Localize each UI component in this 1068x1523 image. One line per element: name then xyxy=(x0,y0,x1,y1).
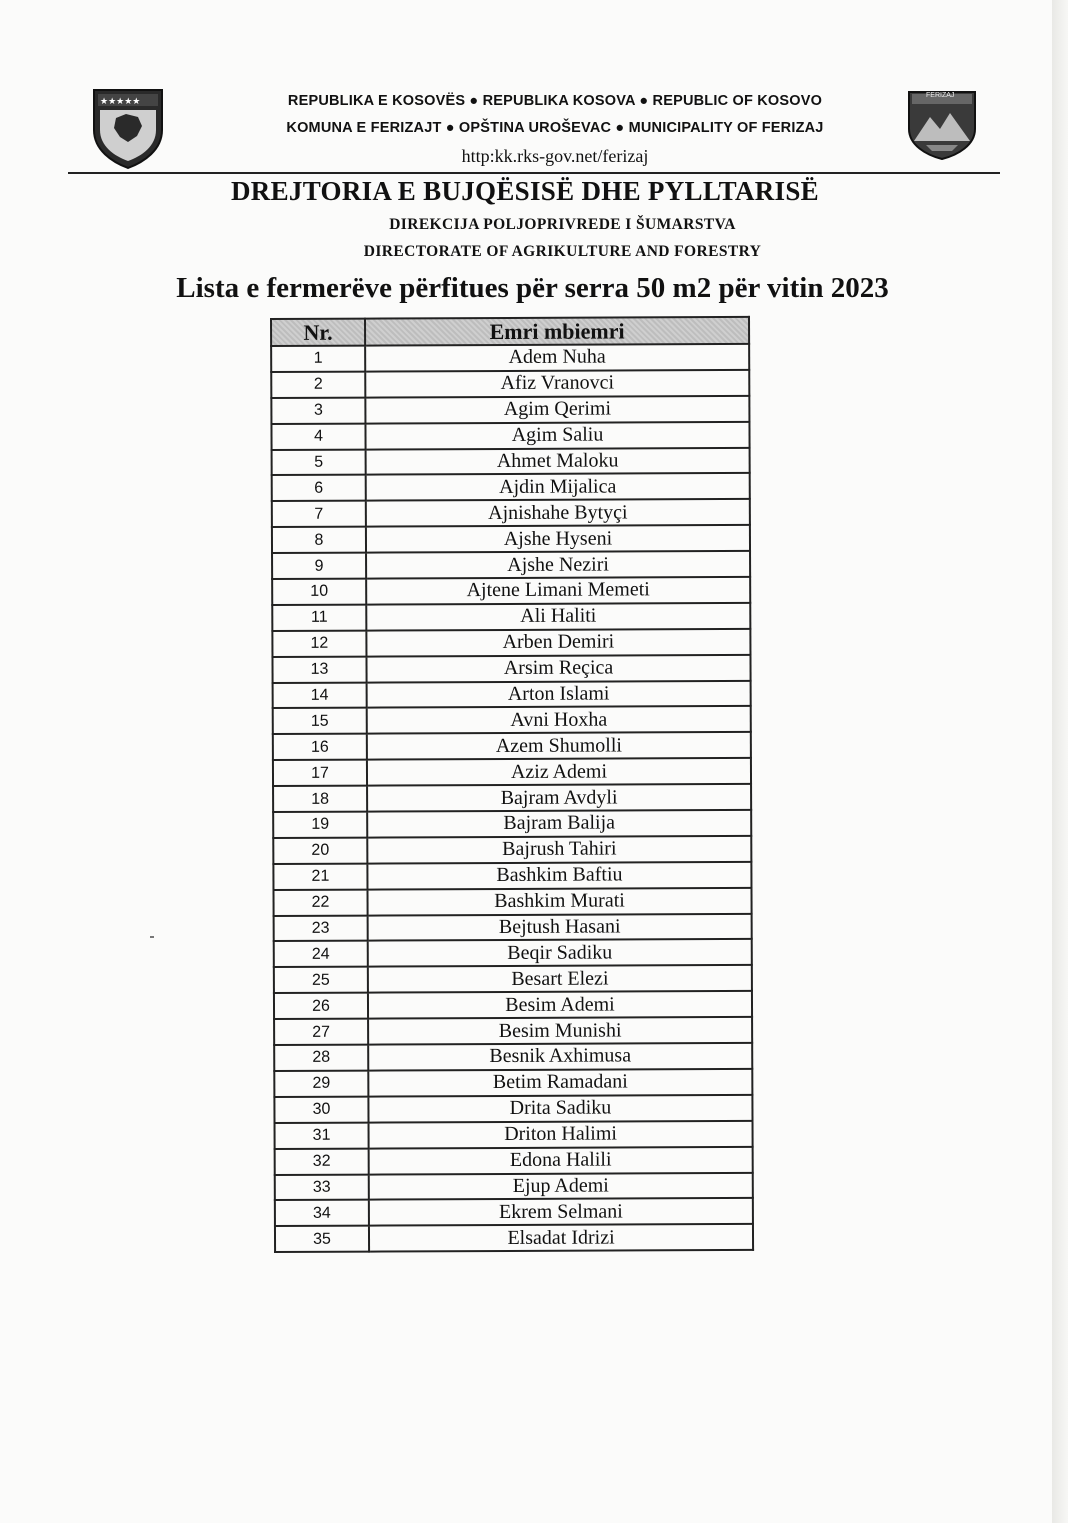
row-number: 28 xyxy=(274,1045,368,1071)
table-row xyxy=(272,499,750,527)
table-row xyxy=(275,1121,753,1149)
table-header-row xyxy=(271,317,749,346)
table-row xyxy=(272,525,750,553)
farmer-name: Ajshe Hyseni xyxy=(366,525,750,553)
row-number: 7 xyxy=(272,501,366,527)
table-row xyxy=(274,1043,752,1071)
table-row xyxy=(273,810,751,838)
row-number: 15 xyxy=(273,708,367,734)
table-row xyxy=(273,862,751,890)
table-row xyxy=(273,732,751,760)
header-country-line: REPUBLIKA E KOSOVËS ● REPUBLIKA KOSOVA ● REPUBLIC OF KOSOVO xyxy=(287,93,823,109)
farmer-name: Elsadat Idrizi xyxy=(369,1224,753,1252)
row-number: 20 xyxy=(273,838,367,864)
scan-speck xyxy=(150,936,154,938)
farmer-name: Driton Halimi xyxy=(369,1121,753,1149)
table-row xyxy=(271,422,749,450)
table-row xyxy=(273,680,751,708)
row-number: 33 xyxy=(275,1174,369,1200)
table-body xyxy=(271,344,753,1252)
table-row xyxy=(274,1069,752,1097)
directorate-subtitle-en: DIRECTORATE OF AGRIKULTURE AND FORESTRY xyxy=(363,243,762,260)
row-number: 12 xyxy=(272,630,366,656)
farmer-name: Ali Haliti xyxy=(366,603,750,631)
row-number: 23 xyxy=(274,915,368,941)
table-row xyxy=(275,1147,753,1175)
row-number: 5 xyxy=(272,449,366,475)
farmer-name: Arton Islami xyxy=(367,680,751,708)
farmer-name: Ajshe Neziri xyxy=(366,551,750,579)
farmer-name: Drita Sadiku xyxy=(368,1095,752,1123)
farmer-name: Besart Elezi xyxy=(368,965,752,993)
table-row xyxy=(274,1017,752,1045)
row-number: 35 xyxy=(275,1226,369,1252)
row-number: 21 xyxy=(273,863,367,889)
table-row xyxy=(273,706,751,734)
row-number: 31 xyxy=(275,1122,369,1148)
table-row xyxy=(272,603,750,631)
row-number: 27 xyxy=(274,1019,368,1045)
row-number: 3 xyxy=(271,397,365,423)
row-number: 9 xyxy=(272,553,366,579)
header-url: http:kk.rks-gov.net/ferizaj xyxy=(461,146,649,166)
row-number: 34 xyxy=(275,1200,369,1226)
farmer-name: Agim Saliu xyxy=(365,422,749,450)
row-number: 17 xyxy=(273,760,367,786)
table-row xyxy=(275,1198,753,1226)
svg-text:★★★★★: ★★★★★ xyxy=(100,97,141,107)
table-row xyxy=(272,447,750,475)
farmer-name: Ajnishahe Bytyçi xyxy=(366,499,750,527)
ferizaj-emblem-label: FERIZAJ xyxy=(926,92,955,99)
farmer-name: Besnik Axhimusa xyxy=(368,1043,752,1071)
row-number: 25 xyxy=(274,967,368,993)
table-row xyxy=(273,784,751,812)
farmer-name: Azem Shumolli xyxy=(367,732,751,760)
farmer-name: Besim Munishi xyxy=(368,1017,752,1045)
document-title: Lista e fermerëve përfitues për serra 50 m2 për vitin 2023 xyxy=(176,272,889,304)
row-number: 24 xyxy=(274,941,368,967)
table-row xyxy=(272,551,750,579)
table-row xyxy=(273,758,751,786)
column-header-nr: Nr. xyxy=(271,319,365,346)
farmer-name: Agim Qerimi xyxy=(365,396,749,424)
row-number: 26 xyxy=(274,993,368,1019)
farmer-name: Ajdin Mijalica xyxy=(366,473,750,501)
farmer-name: Bajram Balija xyxy=(367,810,751,838)
row-number: 13 xyxy=(272,656,366,682)
farmer-name: Beqir Sadiku xyxy=(368,939,752,967)
row-number: 19 xyxy=(273,812,367,838)
table-row xyxy=(275,1172,753,1200)
row-number: 1 xyxy=(271,346,365,372)
table-row xyxy=(275,1224,753,1252)
farmer-name: Afiz Vranovci xyxy=(365,370,749,398)
row-number: 32 xyxy=(275,1148,369,1174)
header-divider xyxy=(68,172,1000,174)
table-row xyxy=(274,1095,752,1123)
header-municipality-line: KOMUNA E FERIZAJT ● OPŠTINA UROŠEVAC ● MUNICIPALITY OF FERIZAJ xyxy=(286,120,824,136)
table-row xyxy=(274,965,752,993)
row-number: 18 xyxy=(273,786,367,812)
farmer-name: Bajrush Tahiri xyxy=(367,836,751,864)
table-row xyxy=(273,888,751,916)
table-row xyxy=(272,577,750,605)
row-number: 11 xyxy=(272,604,366,630)
farmer-name: Ejup Ademi xyxy=(369,1172,753,1200)
table-row xyxy=(272,655,750,683)
row-number: 8 xyxy=(272,527,366,553)
row-number: 4 xyxy=(271,423,365,449)
page-edge xyxy=(1052,0,1068,1523)
farmer-name: Ajtene Limani Memeti xyxy=(366,577,750,605)
table-row xyxy=(273,836,751,864)
table-row xyxy=(274,913,752,941)
row-number: 10 xyxy=(272,579,366,605)
farmer-name: Avni Hoxha xyxy=(367,706,751,734)
farmer-name: Ekrem Selmani xyxy=(369,1198,753,1226)
farmer-name: Bashkim Baftiu xyxy=(367,862,751,890)
table-row xyxy=(271,344,749,372)
row-number: 2 xyxy=(271,371,365,397)
row-number: 29 xyxy=(274,1071,368,1097)
row-number: 14 xyxy=(273,682,367,708)
table-row xyxy=(272,629,750,657)
farmer-name: Adem Nuha xyxy=(365,344,749,372)
farmer-name: Betim Ramadani xyxy=(368,1069,752,1097)
farmer-name: Besim Ademi xyxy=(368,991,752,1019)
directorate-title: DREJTORIA E BUJQËSISË DHE PYLLTARISË xyxy=(231,176,819,206)
table-row xyxy=(274,939,752,967)
farmer-name: Arsim Reçica xyxy=(366,655,750,683)
table-row xyxy=(271,396,749,424)
row-number: 22 xyxy=(273,889,367,915)
farmer-name: Edona Halili xyxy=(369,1147,753,1175)
table-row xyxy=(272,473,750,501)
column-header-name: Emri mbiemri xyxy=(365,317,749,346)
farmer-name: Arben Demiri xyxy=(366,629,750,657)
table-row xyxy=(271,370,749,398)
table-row xyxy=(274,991,752,1019)
farmer-name: Bajram Avdyli xyxy=(367,784,751,812)
farmer-name: Ahmet Maloku xyxy=(366,447,750,475)
farmer-name: Aziz Ademi xyxy=(367,758,751,786)
row-number: 30 xyxy=(274,1096,368,1122)
farmer-name: Bashkim Murati xyxy=(367,888,751,916)
farmer-name: Bejtush Hasani xyxy=(368,913,752,941)
row-number: 6 xyxy=(272,475,366,501)
row-number: 16 xyxy=(273,734,367,760)
directorate-subtitle-sr: DIREKCIJA POLJOPRIVREDE I ŠUMARSTVA xyxy=(389,216,736,233)
beneficiaries-table xyxy=(270,316,754,1253)
